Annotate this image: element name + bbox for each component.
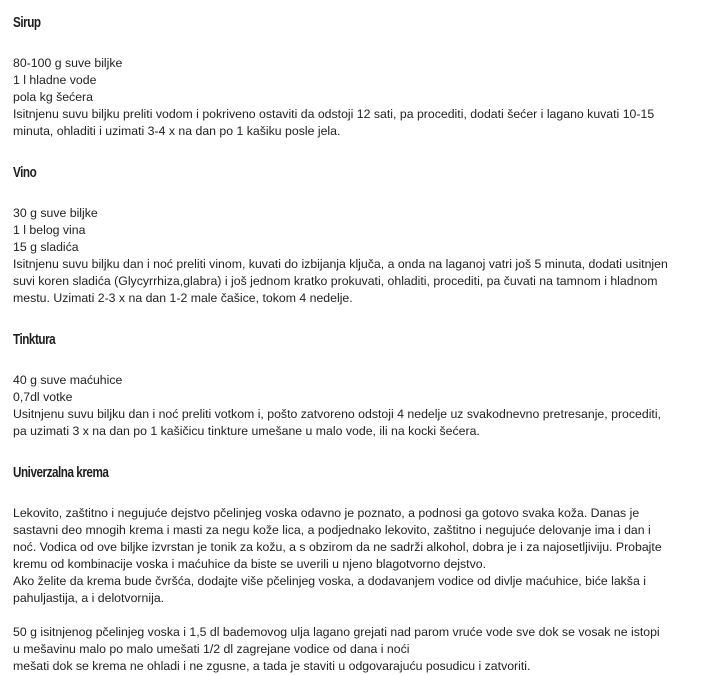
ingredient-line: 30 g suve biljke	[13, 206, 98, 220]
paragraph-line: sastavni deo mnogih krema i masti za negu kože lica, a podjednako lekovito, zaštitno i negujuće delovanje ima i dan i	[13, 523, 651, 537]
paragraph-line: noć. Vodica od ove biljke izvrstan je tonik za kožu, a s obzirom da ne sadrži alkohol, dobra je i za najosetljiviju. Probajte	[13, 540, 662, 554]
section-title-tinktura: Tinktura	[13, 331, 56, 348]
instruction-line: minuta, ohladiti i uzimati 3-4 x na dan po 1 kašiku posle jela.	[13, 124, 341, 138]
paragraph-line: pahuljastija, a i delotvornija.	[13, 591, 165, 605]
instruction-line: Isitnjenu suvu biljku dan i noć preliti vinom, kuvati do izbijanja ključa, a onda na laganoj vatri još 5 minuta, dodati usitnjen	[13, 257, 668, 271]
ingredient-line: pola kg šećera	[13, 90, 93, 104]
section-title-univerzalna-krema: Univerzalna krema	[13, 464, 109, 481]
instruction-line: mešati dok se krema ne ohladi i ne zgusne, a tada je staviti u odgovarajuću posudicu i zatvoriti.	[13, 659, 531, 673]
ingredient-line: 1 l hladne vode	[13, 73, 97, 87]
ingredient-line: 15 g sladića	[13, 240, 79, 254]
instruction-line: pa uzimati 3 x na dan po 1 kašičicu tinkture umešane u malo vode, ili na kocki šećera.	[13, 424, 480, 438]
paragraph-line: Ako želite da krema bude čvršća, dodajte više pčelinjeg voska, a dodavanjem vodice od divlje maćuhice, biće lakša i	[13, 574, 646, 588]
instruction-line: mestu. Uzimati 2-3 x na dan 1-2 male čašice, tokom 4 nedelje.	[13, 291, 353, 305]
instruction-line: Usitnjenu suvu biljku dan i noć preliti votkom i, pošto zatvoreno odstoji 4 nedelje uz svakodnevno pretresanje, procediti,	[13, 407, 662, 421]
ingredient-line: 1 l belog vina	[13, 223, 86, 237]
instruction-line: u mešavinu malo po malo umešati 1/2 dl zagrejane vodice od dana i noći	[13, 642, 410, 656]
ingredient-line: 0,7dl votke	[13, 390, 73, 404]
instruction-line: 50 g isitnjenog pčelinjeg voska i 1,5 dl bademovog ulja lagano grejati nad parom vruće vode sve dok se vosak ne istopi	[13, 625, 660, 639]
paragraph-line: kremu od kombinacije voska i maćuhice da biste se uverili u njeno blagotvorno dejstvo.	[13, 557, 486, 571]
ingredient-line: 40 g suve maćuhice	[13, 373, 123, 387]
paragraph-line: Lekovito, zaštitno i negujuće dejstvo pčelinjeg voska odavno je poznato, a podnosi ga gotovo svaka koža. Danas je	[13, 506, 640, 520]
section-title-sirup: Sirup	[13, 14, 41, 31]
ingredient-line: 80-100 g suve biljke	[13, 56, 123, 70]
instruction-line: suvi koren sladića (Glycyrrhiza,glabra) i još jednom kratko prokuvati, ohladiti, procediti, pa čuvati na tamnom i hladnom	[13, 274, 658, 288]
section-title-vino: Vino	[13, 164, 37, 181]
instruction-line: Isitnjenu suvu biljku preliti vodom i pokriveno ostaviti da odstoji 12 sati, pa procediti, dodati šećer i lagano kuvati 10-15	[13, 107, 655, 121]
